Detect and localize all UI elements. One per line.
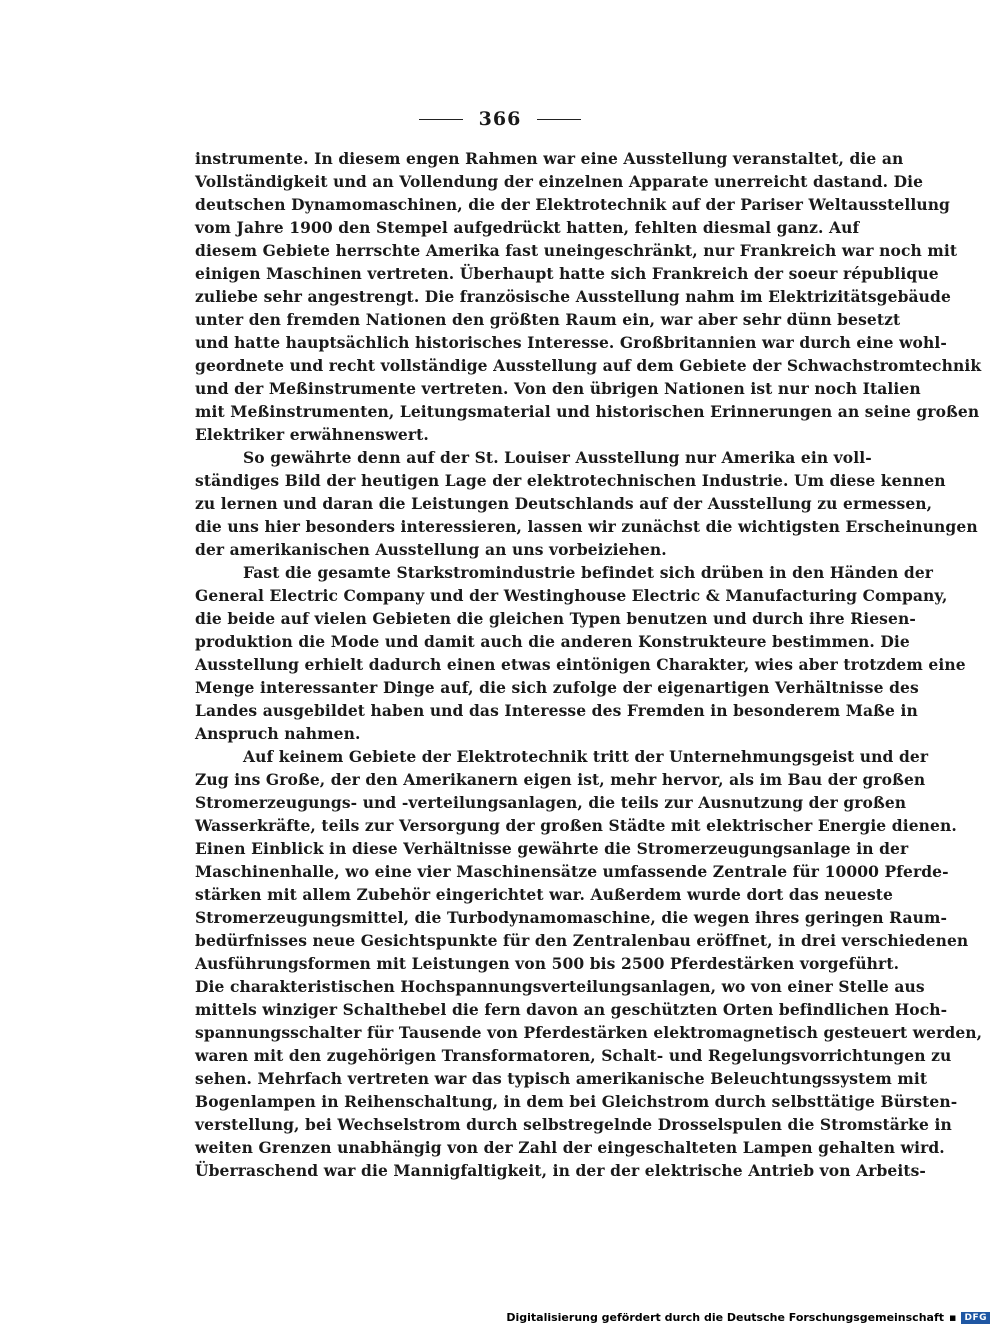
text-line: Wasserkräfte, teils zur Versorgung der großen Städte mit elektrischer Energie dienen. bbox=[195, 816, 957, 835]
text-line: Landes ausgebildet haben und das Interesse des Fremden in besonderem Maße in bbox=[195, 701, 918, 720]
text-line: So gewährte denn auf der St. Louiser Ausstellung nur Amerika ein voll- bbox=[243, 448, 872, 467]
credit-separator: ▪ bbox=[949, 1311, 957, 1324]
text-line: der amerikanischen Ausstellung an uns vorbeiziehen. bbox=[195, 540, 667, 559]
text-line: produktion die Mode und damit auch die anderen Konstrukteure bestimmen. Die bbox=[195, 632, 910, 651]
text-line: Die charakteristischen Hochspannungsverteilungsanlagen, wo von einer Stelle aus bbox=[195, 977, 925, 996]
page-number: 366 bbox=[478, 108, 522, 130]
text-line: Stromerzeugungsmittel, die Turbodynamomaschine, die wegen ihres geringen Raum- bbox=[195, 908, 948, 927]
text-line: vom Jahre 1900 den Stempel aufgedrückt hatten, fehlten diesmal ganz. Auf bbox=[195, 218, 860, 237]
text-line: zuliebe sehr angestrengt. Die französische Ausstellung nahm im Elektrizitätsgebäude bbox=[195, 287, 951, 306]
text-line: Überraschend war die Mannigfaltigkeit, in der der elektrische Antrieb von Arbeits- bbox=[195, 1161, 926, 1180]
text-line: General Electric Company und der Westinghouse Electric & Manufacturing Company, bbox=[195, 586, 948, 605]
text-line: Menge interessanter Dinge auf, die sich zufolge der eigenartigen Verhältnisse des bbox=[195, 678, 919, 697]
text-line: die beide auf vielen Gebieten die gleichen Typen benutzen und durch ihre Riesen- bbox=[195, 609, 916, 628]
text-line: Ausstellung erhielt dadurch einen etwas eintönigen Charakter, wies aber trotzdem eine bbox=[195, 655, 966, 674]
text-line: Maschinenhalle, wo eine vier Maschinensätze umfassende Zentrale für 10000 Pferde- bbox=[195, 862, 949, 881]
text-line: deutschen Dynamomaschinen, die der Elektrotechnik auf der Pariser Weltausstellung bbox=[195, 195, 950, 214]
text-line: Anspruch nahmen. bbox=[195, 724, 361, 743]
header-rule-right bbox=[537, 119, 581, 120]
page-header bbox=[0, 108, 1000, 130]
text-line: Bogenlampen in Reihenschaltung, in dem bei Gleichstrom durch selbsttätige Bürsten- bbox=[195, 1092, 958, 1111]
text-line: mit Meßinstrumenten, Leitungsmaterial und historischen Erinnerungen an seine großen bbox=[195, 402, 980, 421]
text-line: waren mit den zugehörigen Transformatoren, Schalt- und Regelungsvorrichtungen zu bbox=[195, 1046, 952, 1065]
text-line: Fast die gesamte Starkstromindustrie befindet sich drüben in den Händen der bbox=[243, 563, 934, 582]
text-line: sehen. Mehrfach vertreten war das typisch amerikanische Beleuchtungssystem mit bbox=[195, 1069, 928, 1088]
body-text bbox=[195, 147, 983, 1182]
text-line: und der Meßinstrumente vertreten. Von den übrigen Nationen ist nur noch Italien bbox=[195, 379, 921, 398]
header-rule-left bbox=[419, 119, 463, 120]
text-line: stärken mit allem Zubehör eingerichtet war. Außerdem wurde dort das neueste bbox=[195, 885, 893, 904]
text-line: zu lernen und daran die Leistungen Deutschlands auf der Ausstellung zu ermessen, bbox=[195, 494, 933, 513]
text-line: instrumente. In diesem engen Rahmen war eine Ausstellung veranstaltet, die an bbox=[195, 149, 904, 168]
text-line: Vollständigkeit und an Vollendung der einzelnen Apparate unerreicht dastand. Die bbox=[195, 172, 924, 191]
dfg-logo: DFG bbox=[961, 1312, 990, 1324]
text-line: diesem Gebiete herrschte Amerika fast uneingeschränkt, nur Frankreich war noch mit bbox=[195, 241, 958, 260]
text-line: verstellung, bei Wechselstrom durch selbstregelnde Drosselspulen die Stromstärke in bbox=[195, 1115, 952, 1134]
digitization-credit bbox=[506, 1311, 990, 1324]
text-line: und hatte hauptsächlich historisches Interesse. Großbritannien war durch eine wohl- bbox=[195, 333, 947, 352]
text-line: geordnete und recht vollständige Ausstellung auf dem Gebiete der Schwachstromtechnik bbox=[195, 356, 982, 375]
text-line: Elektriker erwähnenswert. bbox=[195, 425, 429, 444]
text-line: weiten Grenzen unabhängig von der Zahl der eingeschalteten Lampen gehalten wird. bbox=[195, 1138, 945, 1157]
text-line: bedürfnisses neue Gesichtspunkte für den Zentralenbau eröffnet, in drei verschiedenen bbox=[195, 931, 969, 950]
text-line: Einen Einblick in diese Verhältnisse gewährte die Stromerzeugungsanlage in der bbox=[195, 839, 909, 858]
text-line: spannungsschalter für Tausende von Pferdestärken elektromagnetisch gesteuert werden, bbox=[195, 1023, 983, 1042]
text-line: einigen Maschinen vertreten. Überhaupt hatte sich Frankreich der soeur république bbox=[195, 264, 939, 283]
text-line: Auf keinem Gebiete der Elektrotechnik tritt der Unternehmungsgeist und der bbox=[243, 747, 929, 766]
text-line: Zug ins Große, der den Amerikanern eigen ist, mehr hervor, als im Bau der großen bbox=[195, 770, 926, 789]
credit-text: Digitalisierung gefördert durch die Deutsche Forschungsgemeinschaft bbox=[506, 1311, 945, 1324]
text-line: Stromerzeugungs- und -verteilungsanlagen, die teils zur Ausnutzung der großen bbox=[195, 793, 907, 812]
text-line: die uns hier besonders interessieren, lassen wir zunächst die wichtigsten Erscheinungen bbox=[195, 517, 978, 536]
text-line: Ausführungsformen mit Leistungen von 500 bis 2500 Pferdestärken vorgeführt. bbox=[195, 954, 900, 973]
text-line: mittels winziger Schalthebel die fern davon an geschützten Orten befindlichen Hoch- bbox=[195, 1000, 948, 1019]
text-line: unter den fremden Nationen den größten Raum ein, war aber sehr dünn besetzt bbox=[195, 310, 901, 329]
text-line: ständiges Bild der heutigen Lage der elektrotechnischen Industrie. Um diese kennen bbox=[195, 471, 946, 490]
